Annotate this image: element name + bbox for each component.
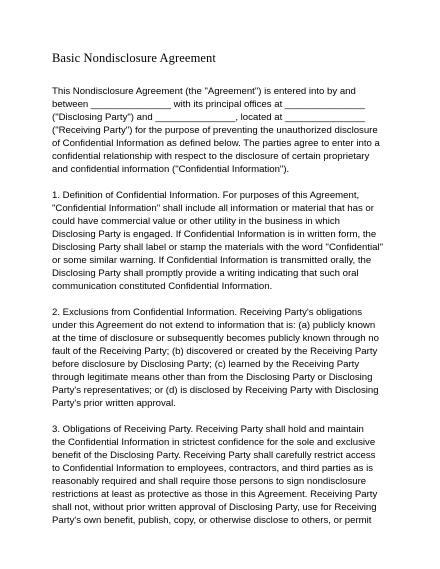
section-exclusions <box>52 306 400 410</box>
section-line: at the time of disclosure or subsequently becomes publicly known through no <box>52 333 379 344</box>
section-line: or some similar warning. If Confidential Information is transmitted orally, the <box>52 255 372 266</box>
section-line: communication constituted Confidential Information. <box>52 281 273 292</box>
intro-line: ("Disclosing Party") and _______________, located at _______________ <box>52 112 365 123</box>
section-line: benefit of the Disclosing Party. Receiving Party shall carefully restrict access <box>52 450 376 461</box>
section-line: through legitimate means other than from the Disclosing Party or Disclosing <box>52 372 373 383</box>
section-text: Receiving Party shall hold and maintain <box>193 424 364 435</box>
section-definition <box>52 189 400 293</box>
intro-paragraph <box>52 85 400 176</box>
section-line: "Confidential Information" shall include all information or material that has or <box>52 203 374 214</box>
section-line: before disclosure by Disclosing Party; (c) learned by the Receiving Party <box>52 359 360 370</box>
intro-line: ("Receiving Party") for the purpose of preventing the unauthorized disclosure <box>52 125 378 136</box>
section-obligations <box>52 423 400 527</box>
section-line: Party's representatives; or (d) is disclosed by Receiving Party with Disclosing <box>52 385 379 396</box>
section-line: Disclosing Party shall promptly provide a writing indicating that such oral <box>52 268 359 279</box>
section-line: under this Agreement do not extend to information that is: (a) publicly known <box>52 320 376 331</box>
section-line: Party's own benefit, publish, copy, or otherwise disclose to others, or permit <box>52 515 372 526</box>
section-line: Disclosing Party is engaged. If Confidential Information is in written form, the <box>52 229 377 240</box>
section-line: Party's prior written approval. <box>52 398 176 409</box>
section-heading: 3. Obligations of Receiving Party. <box>52 424 194 435</box>
section-line: shall not, without prior written approval of Disclosing Party, use for Receiving <box>52 502 377 513</box>
intro-line: confidential relationship with respect to the disclosure of certain proprietary <box>52 151 370 162</box>
section-heading: 2. Exclusions from Confidential Information. <box>52 307 238 318</box>
section-first-line <box>52 423 400 436</box>
intro-line: between _______________ with its principal offices at _______________ <box>52 99 365 110</box>
section-text: Receiving Party's obligations <box>237 307 363 318</box>
section-text: For purposes of this Agreement, <box>219 190 360 201</box>
section-line: fault of the Receiving Party; (b) discovered or created by the Receiving Party <box>52 346 378 357</box>
intro-line: and confidential information ("Confidential Information"). <box>52 164 290 175</box>
section-line: the Confidential Information in strictest confidence for the sole and exclusive <box>52 437 376 448</box>
section-line: restrictions at least as protective as those in this Agreement. Receiving Party <box>52 489 378 500</box>
section-line: reasonably required and shall require those persons to sign nondisclosure <box>52 476 367 487</box>
section-heading: 1. Definition of Confidential Information. <box>52 190 220 201</box>
intro-line: This Nondisclosure Agreement (the "Agreement") is entered into by and <box>52 86 356 97</box>
intro-line: of Confidential Information as defined below. The parties agree to enter into a <box>52 138 380 149</box>
document-title: Basic Nondisclosure Agreement <box>52 51 216 65</box>
section-line: to Confidential Information to employees, contractors, and third parties as is <box>52 463 374 474</box>
section-first-line <box>52 189 400 202</box>
section-line: Disclosing Party shall label or stamp the materials with the word "Confidential" <box>52 242 384 253</box>
section-line: could have commercial value or other utility in the business in which <box>52 216 340 227</box>
section-first-line <box>52 306 400 319</box>
